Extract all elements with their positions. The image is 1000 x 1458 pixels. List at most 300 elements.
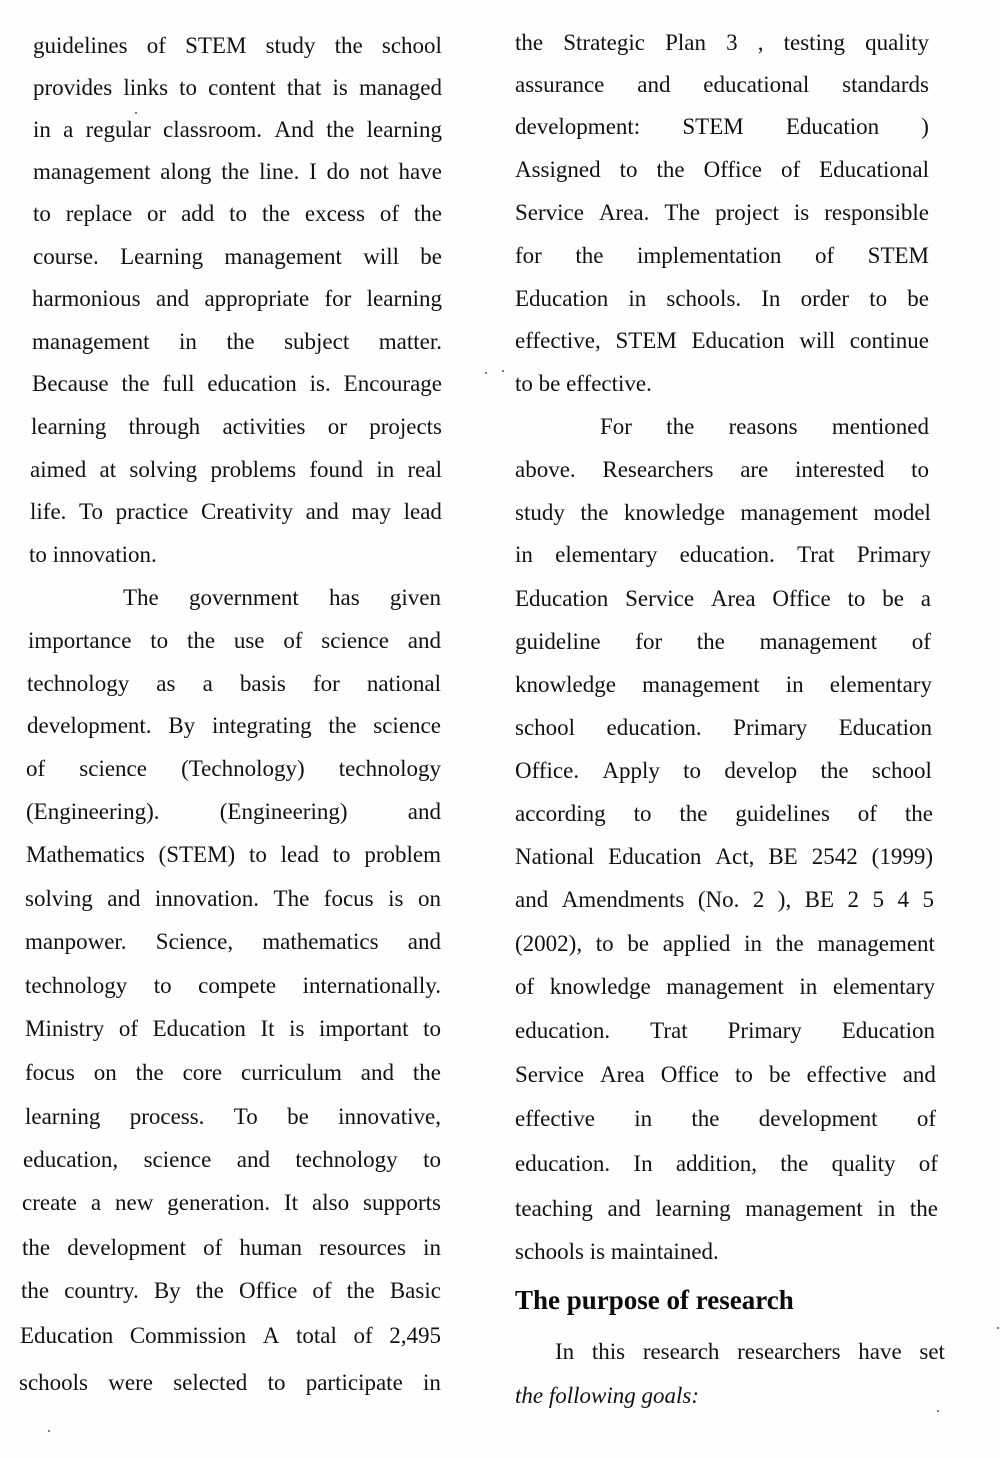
word: study bbox=[515, 500, 565, 525]
word: in bbox=[877, 1196, 896, 1221]
word: the bbox=[221, 159, 250, 184]
word: Area. bbox=[598, 200, 650, 225]
scan-speck bbox=[485, 372, 487, 374]
word: educational bbox=[703, 72, 810, 97]
word: Educational bbox=[819, 157, 929, 182]
text-line bbox=[26, 798, 441, 826]
text-line bbox=[515, 327, 929, 355]
word: learning bbox=[366, 286, 442, 311]
text-line bbox=[515, 973, 935, 1001]
word: Primary bbox=[856, 542, 931, 567]
word: or bbox=[147, 201, 167, 226]
word: important bbox=[319, 1016, 409, 1041]
word: (2002), bbox=[515, 931, 583, 956]
word: a bbox=[920, 586, 931, 611]
word: BE bbox=[804, 887, 835, 912]
word: 2 bbox=[847, 887, 860, 912]
word: the bbox=[261, 201, 291, 226]
word: the bbox=[575, 243, 604, 268]
text-line bbox=[515, 714, 932, 742]
word: management bbox=[224, 244, 342, 269]
word: Education bbox=[515, 286, 609, 311]
word: the bbox=[780, 1151, 809, 1176]
text-line bbox=[515, 843, 933, 871]
word: to bbox=[332, 842, 351, 867]
word: internationally. bbox=[302, 973, 441, 998]
word: of bbox=[911, 629, 931, 654]
word: the bbox=[226, 329, 255, 354]
word: on bbox=[417, 886, 441, 911]
word: have bbox=[858, 1339, 902, 1364]
word: Assigned bbox=[515, 157, 601, 182]
word: the bbox=[135, 1060, 164, 1085]
word: (No. bbox=[697, 887, 740, 912]
scan-speck bbox=[937, 1410, 939, 1412]
word: be bbox=[420, 244, 442, 269]
word: technology bbox=[295, 1147, 398, 1172]
word: to bbox=[423, 1147, 441, 1172]
word: the bbox=[21, 1278, 50, 1303]
word: new bbox=[114, 1190, 154, 1215]
word: and bbox=[902, 1062, 936, 1087]
word: Area bbox=[710, 586, 756, 611]
word: 5 bbox=[872, 887, 884, 912]
word: will bbox=[799, 328, 836, 353]
text-line bbox=[515, 1061, 936, 1089]
text-line bbox=[555, 1338, 945, 1366]
text-line bbox=[32, 328, 442, 356]
word: Primary bbox=[727, 1018, 802, 1043]
word: researchers bbox=[737, 1339, 841, 1364]
word: basis bbox=[239, 671, 286, 696]
text-line bbox=[25, 885, 441, 913]
word: to bbox=[911, 457, 929, 482]
word: provides bbox=[33, 75, 113, 100]
word: mentioned bbox=[831, 414, 929, 439]
word: Basic bbox=[389, 1278, 441, 1303]
word: to bbox=[683, 758, 702, 783]
word: (Engineering). bbox=[26, 799, 160, 824]
word: and bbox=[360, 1060, 395, 1085]
word: be bbox=[768, 1062, 791, 1087]
text-line bbox=[123, 584, 441, 612]
word: For bbox=[600, 414, 632, 439]
word: technology bbox=[338, 756, 441, 781]
word: be bbox=[287, 1104, 309, 1129]
word: Area bbox=[599, 1062, 645, 1087]
word: participate bbox=[305, 1370, 403, 1395]
word: were bbox=[108, 1370, 153, 1395]
scan-speck bbox=[997, 1327, 999, 1329]
text-line bbox=[25, 1015, 441, 1043]
text-line bbox=[25, 1059, 441, 1087]
text-line bbox=[30, 456, 442, 484]
word: focus bbox=[323, 886, 374, 911]
word: in bbox=[179, 329, 197, 354]
text-line bbox=[22, 1189, 441, 1217]
word: mathematics bbox=[262, 929, 379, 954]
word: education. bbox=[679, 542, 775, 567]
word: are bbox=[740, 457, 769, 482]
word: in bbox=[744, 931, 762, 956]
word: Education bbox=[20, 1323, 114, 1348]
word: elementary bbox=[829, 672, 932, 697]
word: of bbox=[283, 628, 303, 653]
word: replace bbox=[65, 201, 133, 226]
word: to bbox=[619, 157, 638, 182]
word: through bbox=[128, 414, 201, 439]
text-line bbox=[22, 1234, 441, 1262]
word: (1999) bbox=[871, 844, 933, 869]
word: do bbox=[326, 159, 350, 184]
word: in bbox=[33, 117, 51, 142]
word: guideline bbox=[515, 629, 601, 654]
word: Strategic bbox=[563, 30, 645, 55]
text-line bbox=[25, 1103, 441, 1131]
word: solving bbox=[129, 457, 198, 482]
word: effective, bbox=[515, 328, 601, 353]
word: and bbox=[607, 1196, 641, 1221]
word: learning bbox=[366, 117, 442, 142]
text-line: the following goals: bbox=[515, 1383, 699, 1408]
text-line bbox=[21, 1277, 441, 1305]
word: a bbox=[202, 671, 213, 696]
text-line: to innovation. bbox=[29, 542, 157, 567]
word: STEM bbox=[867, 243, 929, 268]
word: develop bbox=[724, 758, 798, 783]
word: may bbox=[351, 499, 391, 524]
word: 4 bbox=[897, 887, 909, 912]
word: to bbox=[179, 75, 198, 100]
word: life. bbox=[30, 499, 67, 524]
word: knowledge bbox=[515, 672, 616, 697]
word: is bbox=[332, 75, 348, 100]
text-line bbox=[32, 285, 442, 313]
word: And bbox=[274, 117, 314, 142]
word: management bbox=[817, 931, 935, 956]
word: of bbox=[814, 243, 835, 268]
word: managed bbox=[358, 75, 442, 100]
text-line bbox=[600, 413, 929, 441]
word: Because bbox=[32, 371, 109, 396]
word: full bbox=[162, 371, 195, 396]
word: Primary bbox=[733, 715, 808, 740]
text-line bbox=[25, 928, 441, 956]
word: Education bbox=[841, 1018, 935, 1043]
word: the bbox=[515, 30, 544, 55]
word: be bbox=[627, 931, 650, 956]
word: interested bbox=[794, 457, 885, 482]
word: and bbox=[407, 799, 441, 824]
word: 2542 bbox=[811, 844, 858, 869]
text-line bbox=[515, 71, 929, 99]
word: management bbox=[740, 500, 858, 525]
word: and bbox=[637, 72, 671, 97]
word: projects bbox=[369, 414, 442, 439]
word: knowledge bbox=[549, 974, 651, 999]
word: and bbox=[155, 286, 190, 311]
word: effective bbox=[806, 1062, 887, 1087]
word: reasons bbox=[728, 414, 798, 439]
word: Office bbox=[772, 586, 831, 611]
word: To bbox=[79, 499, 103, 524]
word: Science, bbox=[155, 929, 234, 954]
text-line bbox=[515, 757, 932, 785]
word: of bbox=[312, 1278, 332, 1303]
word: project bbox=[715, 200, 779, 225]
word: appropriate bbox=[204, 286, 310, 311]
word: importance bbox=[28, 628, 132, 653]
word: Office. bbox=[515, 758, 580, 783]
word: management bbox=[33, 159, 151, 184]
text-line bbox=[515, 29, 929, 57]
word: testing bbox=[783, 30, 845, 55]
word: Education bbox=[691, 328, 785, 353]
word: the bbox=[679, 801, 708, 826]
word: of bbox=[918, 1151, 938, 1176]
word: to bbox=[423, 1016, 441, 1041]
word: of bbox=[26, 756, 46, 781]
word: learning bbox=[25, 1104, 101, 1129]
word: 2,495 bbox=[389, 1323, 441, 1348]
word: standards bbox=[842, 72, 929, 97]
text-line bbox=[515, 285, 929, 313]
word: the bbox=[413, 201, 442, 226]
text-line bbox=[515, 1017, 935, 1045]
word: The bbox=[664, 200, 701, 225]
word: quality bbox=[831, 1151, 896, 1176]
word: the bbox=[186, 628, 216, 653]
word: that bbox=[286, 75, 322, 100]
word: schools. bbox=[666, 286, 742, 311]
text-line bbox=[515, 671, 932, 699]
word: be bbox=[882, 586, 904, 611]
word: The bbox=[123, 585, 159, 610]
word: Commission bbox=[129, 1323, 247, 1348]
word: National bbox=[515, 844, 595, 869]
word: as bbox=[156, 671, 176, 696]
word: given bbox=[389, 585, 441, 610]
word: problems bbox=[210, 457, 297, 482]
word: for bbox=[515, 243, 542, 268]
word: in bbox=[376, 457, 395, 482]
word: classroom. bbox=[163, 117, 263, 142]
text-line bbox=[515, 113, 929, 141]
word: of bbox=[203, 1235, 223, 1260]
word: the bbox=[691, 1106, 720, 1131]
word: government bbox=[188, 585, 299, 610]
text-line bbox=[26, 755, 441, 783]
word: to bbox=[595, 931, 614, 956]
word: and bbox=[305, 499, 339, 524]
word: BE bbox=[768, 844, 798, 869]
text-line bbox=[20, 1322, 441, 1350]
word: and bbox=[407, 628, 441, 653]
word: for bbox=[312, 671, 340, 696]
word: subject bbox=[284, 329, 350, 354]
text-line bbox=[33, 200, 442, 228]
word: excess bbox=[304, 201, 365, 226]
scan-speck bbox=[135, 112, 137, 114]
word: Office bbox=[238, 1278, 298, 1303]
word: (Engineering) bbox=[219, 799, 348, 824]
word: development bbox=[67, 1235, 187, 1260]
word: matter. bbox=[378, 329, 442, 354]
word: Education bbox=[515, 586, 609, 611]
word: knowledge bbox=[623, 500, 725, 525]
word: In bbox=[555, 1339, 575, 1364]
word: addition, bbox=[675, 1151, 757, 1176]
word: science bbox=[373, 713, 441, 738]
word: of bbox=[780, 157, 801, 182]
text-line bbox=[515, 585, 931, 613]
word: the bbox=[334, 33, 363, 58]
word: (Technology) bbox=[181, 756, 305, 781]
word: the bbox=[326, 117, 355, 142]
word: curriculum bbox=[241, 1060, 342, 1085]
section-heading: The purpose of research bbox=[515, 1285, 794, 1315]
word: harmonious bbox=[32, 286, 141, 311]
word: education. bbox=[606, 715, 702, 740]
word: Office bbox=[660, 1062, 720, 1087]
word: of bbox=[353, 1323, 373, 1348]
word: education, bbox=[23, 1147, 119, 1172]
word: and bbox=[107, 886, 141, 911]
word: solving bbox=[25, 886, 93, 911]
word: ), bbox=[777, 887, 792, 912]
word: on bbox=[93, 1060, 117, 1085]
word: real bbox=[407, 457, 442, 482]
word: I bbox=[309, 159, 317, 184]
text-line bbox=[19, 1369, 441, 1397]
word: Trat bbox=[650, 1018, 688, 1043]
text-line bbox=[515, 1150, 938, 1178]
word: effective bbox=[515, 1106, 596, 1131]
text-line bbox=[515, 456, 929, 484]
text-line bbox=[515, 541, 931, 569]
word: the bbox=[195, 1278, 224, 1303]
word: of bbox=[379, 201, 399, 226]
word: manpower. bbox=[25, 929, 127, 954]
word: technology bbox=[27, 671, 130, 696]
word: according bbox=[515, 801, 606, 826]
word: Ministry bbox=[25, 1016, 105, 1041]
word: development: bbox=[515, 114, 641, 139]
word: along bbox=[160, 159, 212, 184]
word: course. bbox=[33, 244, 99, 269]
text-line bbox=[515, 242, 929, 270]
word: The bbox=[273, 886, 310, 911]
word: be bbox=[907, 286, 929, 311]
word: technology bbox=[25, 973, 128, 998]
word: school bbox=[515, 715, 576, 740]
word: aimed bbox=[30, 457, 87, 482]
word: elementary bbox=[832, 974, 935, 999]
word: is. bbox=[309, 371, 331, 396]
word: to bbox=[869, 286, 888, 311]
word: the bbox=[121, 371, 150, 396]
word: Mathematics bbox=[26, 842, 145, 867]
word: study bbox=[265, 33, 316, 58]
text-line bbox=[515, 930, 935, 958]
word: to bbox=[248, 842, 267, 867]
word: Service bbox=[625, 586, 695, 611]
word: (STEM) bbox=[158, 842, 236, 867]
word: at bbox=[99, 457, 117, 482]
word: By bbox=[153, 1278, 181, 1303]
word: in bbox=[785, 672, 804, 697]
word: to bbox=[150, 628, 169, 653]
word: In bbox=[761, 286, 781, 311]
word: will bbox=[363, 244, 399, 269]
word: above. bbox=[515, 457, 576, 482]
word: lead bbox=[403, 499, 442, 524]
word: add bbox=[181, 201, 215, 226]
word: STEM bbox=[185, 33, 247, 58]
word: responsible bbox=[824, 200, 929, 225]
word: innovation. bbox=[154, 886, 260, 911]
word: management bbox=[759, 629, 878, 654]
word: this bbox=[591, 1339, 626, 1364]
text-line bbox=[26, 841, 441, 869]
word: learning bbox=[31, 414, 107, 439]
word: to bbox=[33, 201, 51, 226]
word: of bbox=[515, 974, 535, 999]
word: STEM bbox=[682, 114, 744, 139]
word: management bbox=[32, 329, 150, 354]
word: Service bbox=[515, 1062, 584, 1087]
word: country. bbox=[64, 1278, 139, 1303]
word: science bbox=[143, 1147, 212, 1172]
text-line bbox=[515, 800, 933, 828]
word: or bbox=[327, 414, 347, 439]
word: It bbox=[260, 1016, 275, 1041]
word: management bbox=[666, 974, 784, 999]
word: set bbox=[919, 1339, 945, 1364]
word: for bbox=[635, 629, 663, 654]
word: assurance bbox=[515, 72, 605, 97]
word: selected bbox=[173, 1370, 248, 1395]
word: and bbox=[515, 887, 549, 912]
word: elementary bbox=[555, 542, 658, 567]
word: school bbox=[381, 33, 442, 58]
text-line bbox=[515, 156, 929, 184]
word: To bbox=[233, 1104, 258, 1129]
word: the bbox=[412, 1060, 441, 1085]
word: core bbox=[182, 1060, 223, 1085]
word: and bbox=[236, 1147, 270, 1172]
text-line bbox=[23, 1146, 441, 1174]
text-line bbox=[31, 413, 442, 441]
word: order bbox=[800, 286, 850, 311]
word: science bbox=[321, 628, 389, 653]
word: innovative, bbox=[338, 1104, 441, 1129]
word: implementation bbox=[637, 243, 782, 268]
word: to bbox=[633, 801, 652, 826]
word: a bbox=[63, 117, 74, 142]
word: compete bbox=[198, 973, 277, 998]
word: integrating bbox=[211, 713, 312, 738]
word: links bbox=[123, 75, 169, 100]
text-line bbox=[515, 1195, 938, 1223]
word: Researchers bbox=[602, 457, 714, 482]
word: focus bbox=[25, 1060, 75, 1085]
word: the bbox=[580, 500, 609, 525]
word: regular bbox=[85, 117, 151, 142]
word: not bbox=[359, 159, 389, 184]
text-line bbox=[33, 158, 442, 186]
word: activities bbox=[222, 414, 306, 439]
